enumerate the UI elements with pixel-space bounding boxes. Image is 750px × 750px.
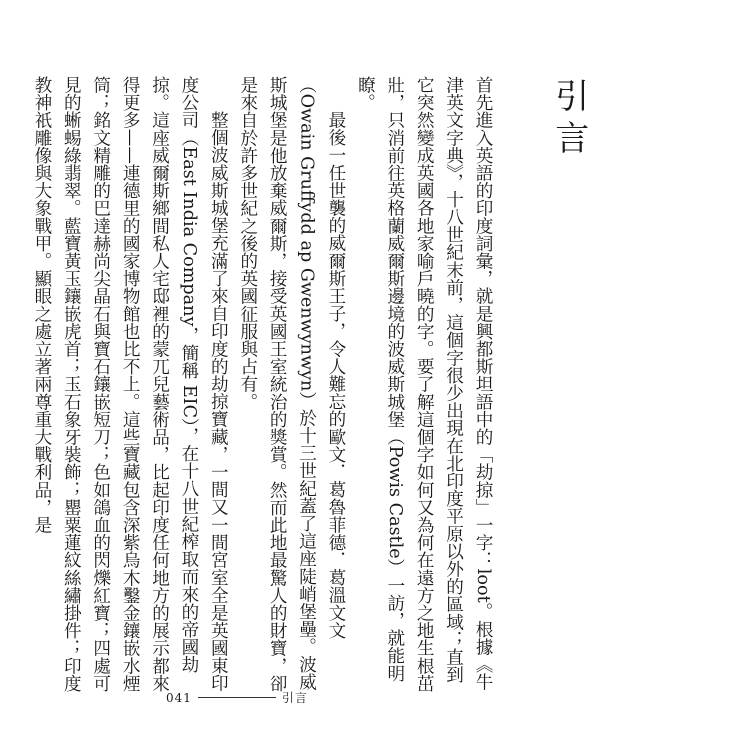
page-footer bbox=[166, 689, 308, 706]
paragraph-1: 首先進入英語的印度詞彙，就是興都斯坦語中的「劫掠」一字：loot。根據《牛津英文字典》，十八世紀末前，這個字很少出現在北印度平原以外的區域；直到它突然變成英國各地家喻戶曉的字。要了解這個字如何又為何在遠方之地生根茁壯，只消前往英格蘭威爾斯邊境的波威斯城堡（Powis Castle）一訪，就能明瞭。 bbox=[355, 76, 493, 692]
body-text bbox=[27, 76, 498, 696]
page-number: 041 bbox=[166, 690, 192, 705]
running-head: 引言 bbox=[281, 691, 308, 705]
paragraph-3: 整個波威斯城堡充滿了來自印度的劫掠寶藏，一間又一間宮室全是英國東印度公司（East India Company，簡稱 EIC），在十八世紀榨取而來的帝國劫掠。這座威爾斯鄉間私人宅邸裡的蒙兀兒藝術品，比起印度任何地方的展示都來得更多——連德里的國家博物館也比不上。這些寶藏包含深紫烏木鑿金鑲嵌水煙筒；銘文精雕的巴達赫尚尖晶石與寶石鑲嵌短刀；色如鴿血的閃爍紅寶；四處可見的蜥蜴綠翡翠。藍寶黃玉鑲嵌虎首；玉石象牙裝飾；罌粟蓮紋絲繡掛件；印度教神祇雕像與大象戰甲。顯眼之處立著兩尊重大戰利品，是 bbox=[31, 76, 229, 692]
chapter-title: 引言 bbox=[548, 78, 589, 162]
footer-rule bbox=[198, 697, 276, 698]
paragraph-2: 最後一任世襲的威爾斯王子，令人難忘的歐文．葛魯菲德．葛溫文文（Owain Gruffydd ap Gwenwynwyn）於十三世紀蓋了這座陡峭堡壘。波威斯城堡是他放棄威爾斯，接受英國王室統治的獎賞。然而此地最驚人的財寶，卻是來自於許多世紀之後的英國征服與占有。 bbox=[237, 76, 346, 692]
